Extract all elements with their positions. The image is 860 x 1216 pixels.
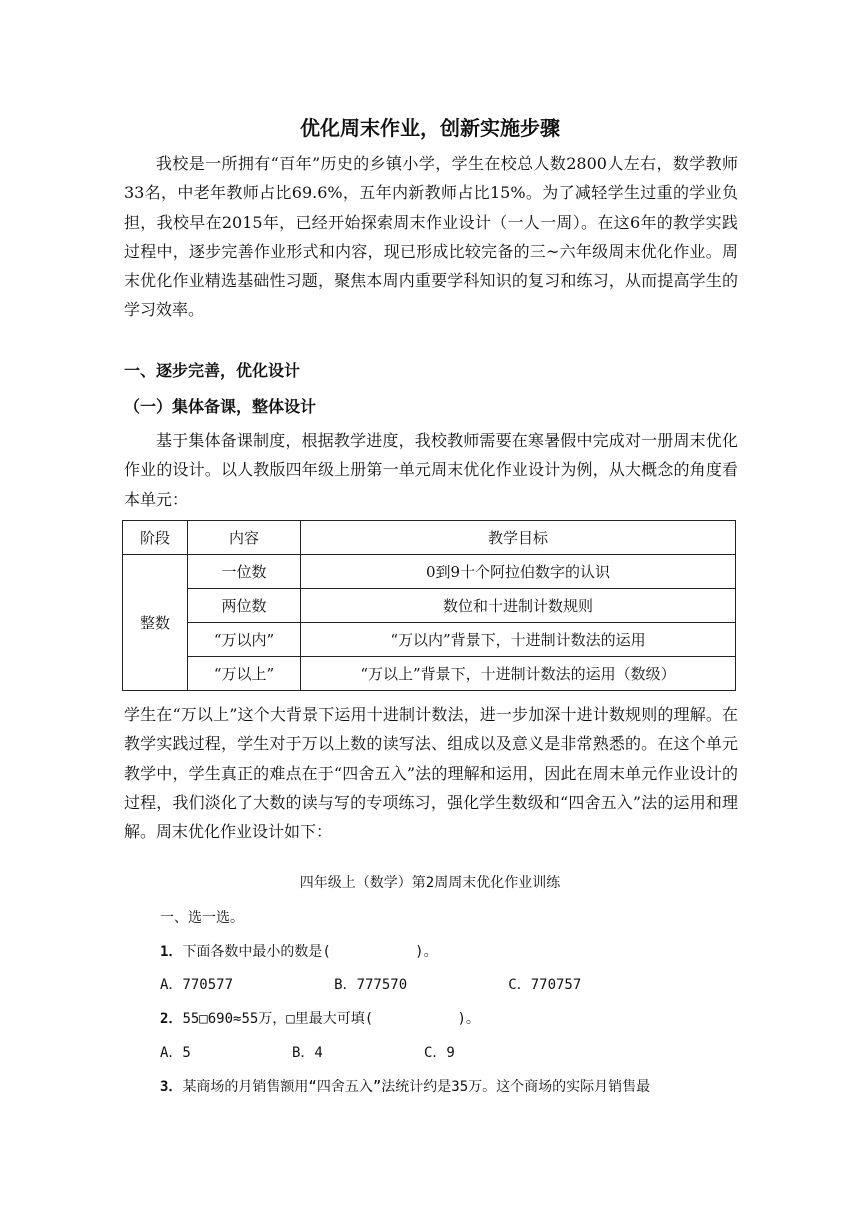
question-3 <box>160 1076 650 1096</box>
page-title: 优化周末作业，创新实施步骤 <box>300 116 560 140</box>
content-cell: 一位数 <box>188 555 301 589</box>
goal-cell: 0到9十个阿拉伯数字的认识 <box>301 555 736 589</box>
table-header-row <box>123 521 736 555</box>
content-cell: 两位数 <box>188 589 301 623</box>
table-row <box>123 623 736 657</box>
content-cell: “万以上” <box>188 657 301 691</box>
planning-paragraph: 基于集体备课制度，根据教学进度，我校教师需要在寒暑假中完成对一册周末优化作业的设计。以人教版四年级上册第一单元周末优化作业设计为例，从大概念的角度看本单元： <box>124 431 738 509</box>
question-number: 2． <box>160 1011 183 1027</box>
header-content: 内容 <box>188 521 301 555</box>
goal-cell: “万以上”背景下，十进制计数法的运用（数级） <box>301 657 736 691</box>
exercise-part-heading: 一、选一选。 <box>160 910 244 926</box>
table-row <box>123 589 736 623</box>
section-heading: 一、逐步完善，优化设计 <box>124 361 301 380</box>
question-2-options: A．5 B．4 C．9 <box>160 1045 455 1061</box>
question-1-options: A．770577 B．777570 C．770757 <box>160 977 582 993</box>
exercise-title: 四年级上（数学）第2周周末优化作业训练 <box>299 875 561 891</box>
question-number: 3． <box>160 1079 183 1095</box>
question-2 <box>160 1008 480 1028</box>
goal-cell: 数位和十进制计数规则 <box>301 589 736 623</box>
teaching-goals-table <box>122 520 736 691</box>
table-row <box>123 657 736 691</box>
subsection-heading: （一）集体备课，整体设计 <box>124 397 317 416</box>
table-row <box>123 555 736 589</box>
question-number: 1． <box>160 944 183 960</box>
header-stage: 阶段 <box>123 521 188 555</box>
intro-paragraph: 我校是一所拥有“百年”历史的乡镇小学，学生在校总人数2800人左右，数学教师33名，中老年教师占比69.6%，五年内新教师占比15%。为了减轻学生过重的学业负担，我校早在2015年，已经开始探索周末作业设计（一人一周）。在这6年的教学实践过程中，逐步完善作业形式和内容，现已形成比较完备的三~六年级周末优化作业。周末优化作业精选基础性习题，聚焦本周内重要学科知识的复习和练习，从而提高学生的学习效率。 <box>124 154 738 320</box>
question-text: 某商场的月销售额用“四舍五入”法统计约是35万。这个商场的实际月销售最 <box>182 1079 651 1095</box>
content-cell: “万以内” <box>188 623 301 657</box>
stage-cell: 整数 <box>123 555 188 691</box>
question-text: 55□690≈55万，□里最大可填( )。 <box>182 1011 480 1027</box>
header-goal: 教学目标 <box>301 521 736 555</box>
question-1 <box>160 941 438 961</box>
question-text: 下面各数中最小的数是( )。 <box>182 944 438 960</box>
analysis-paragraph: 学生在“万以上”这个大背景下运用十进制计数法，进一步加深十进计数规则的理解。在教学实践过程，学生对于万以上数的读写法、组成以及意义是非常熟悉的。在这个单元教学中，学生真正的难点在于“四舍五入”法的理解和运用，因此在周末单元作业设计的过程，我们淡化了大数的读与写的专项练习，强化学生数级和“四舍五入”法的运用和理解。周末优化作业设计如下： <box>124 705 738 842</box>
goal-cell: “万以内”背景下，十进制计数法的运用 <box>301 623 736 657</box>
